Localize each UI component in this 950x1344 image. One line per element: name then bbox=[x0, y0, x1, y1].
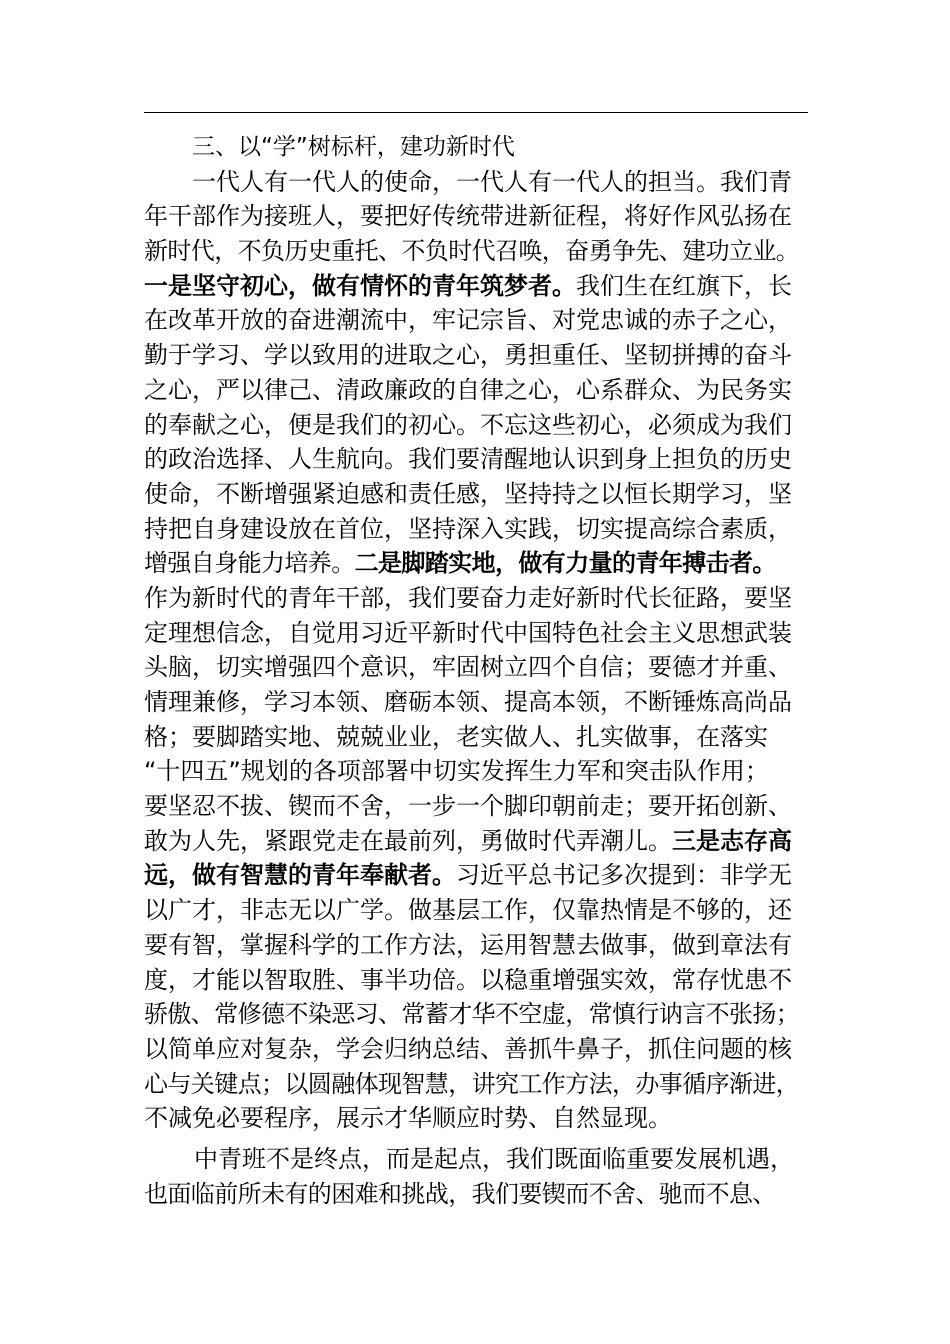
bold-point-3-end: 远，做有智慧的青年奉献者。 bbox=[144, 861, 456, 890]
text-span: 敢为人先，紧跟党走在最前列，勇做时代弄潮儿。 bbox=[144, 826, 672, 855]
text-line: 头脑，切实增强四个意识，牢固树立四个自信；要德才并重、 bbox=[144, 653, 792, 682]
text-line: 使命，不断增强紧迫感和责任感，坚持持之以恒长期学习，坚 bbox=[144, 479, 792, 508]
text-line: 一代人有一代人的使命，一代人有一代人的担当。我们青 bbox=[192, 167, 792, 196]
text-span: 增强自身能力培养。 bbox=[144, 549, 355, 578]
document-body bbox=[144, 130, 816, 1211]
paragraph-1 bbox=[144, 165, 816, 1136]
text-line: 年干部作为接班人，要把好传统带进新征程，将好作风弘扬在 bbox=[144, 202, 792, 231]
text-line: 格；要脚踏实地、兢兢业业，老实做人、扎实做事，在落实 bbox=[144, 722, 768, 751]
text-line: 也面临前所未有的困难和挑战，我们要锲而不舍、驰而不息、 bbox=[144, 1179, 776, 1208]
text-line: 要坚忍不拔、锲而不舍，一步一个脚印朝前走；要开拓创新、 bbox=[144, 792, 792, 821]
text-line: 度，才能以智取胜、事半功倍。以稳重增强实效，常存忧患不 bbox=[144, 965, 792, 994]
text-line bbox=[144, 546, 816, 581]
bold-point-3-start: 三是志存高 bbox=[672, 826, 792, 855]
header-rule bbox=[144, 112, 808, 113]
text-line: 持把自身建设放在首位，坚持深入实践，切实提高综合素质， bbox=[144, 514, 792, 543]
text-line: 不减免必要程序，展示才华顺应时势、自然显现。 bbox=[144, 1104, 672, 1133]
text-line: 在改革开放的奋进潮流中，牢记宗旨、对党忠诚的赤子之心， bbox=[144, 306, 792, 335]
text-span: 习近平总书记多次提到：非学无 bbox=[456, 861, 792, 890]
text-line: 之心，严以律己、清政廉政的自律之心，心系群众、为民务实 bbox=[144, 375, 792, 404]
text-line bbox=[144, 824, 816, 859]
text-line: 骄傲、常修德不染恶习、常蓄才华不空虚，常慎行讷言不张扬； bbox=[144, 1000, 800, 1029]
bold-point-1: 一是坚守初心，做有情怀的青年筑梦者。 bbox=[144, 271, 576, 300]
text-line: 定理想信念，自觉用习近平新时代中国特色社会主义思想武装 bbox=[144, 618, 792, 647]
text-line: 心与关键点；以圆融体现智慧，讲究工作方法，办事循序渐进， bbox=[144, 1069, 800, 1098]
paragraph-2 bbox=[144, 1142, 816, 1211]
text-line: 的政治选择、人生航向。我们要清醒地认识到身上担负的历史 bbox=[144, 445, 792, 474]
text-line: 的奉献之心，便是我们的初心。不忘这些初心，必须成为我们 bbox=[144, 410, 792, 439]
text-line: 中青班不是终点，而是起点，我们既面临重要发展机遇， bbox=[194, 1144, 794, 1173]
text-span: 我们生在红旗下，长 bbox=[576, 271, 792, 300]
text-line: 要有智，掌握科学的工作方法，运用智慧去做事，做到章法有 bbox=[144, 930, 792, 959]
text-line: 勤于学习、学以致用的进取之心，勇担重任、坚韧拼搏的奋斗 bbox=[144, 341, 792, 370]
bold-point-2: 二是脚踏实地，做有力量的青年搏击者。 bbox=[354, 549, 776, 578]
text-line bbox=[144, 269, 816, 304]
text-line bbox=[144, 858, 816, 893]
text-line: “十四五”规划的各项部署中切实发挥生力军和突击队作用； bbox=[144, 757, 769, 786]
text-line: 以广才，非志无以广学。做基层工作，仅靠热情是不够的，还 bbox=[144, 896, 792, 925]
section-heading: 三、以“学”树标杆，建功新时代 bbox=[192, 134, 515, 160]
text-line: 情理兼修，学习本领、磨砺本领、提高本领，不断锤炼高尚品 bbox=[144, 688, 792, 716]
text-line: 作为新时代的青年干部，我们要奋力走好新时代长征路，要坚 bbox=[144, 583, 792, 612]
text-line: 新时代，不负历史重托、不负时代召唤，奋勇争先、建功立业。 bbox=[144, 237, 800, 266]
text-line: 以简单应对复杂，学会归纳总结、善抓牛鼻子，抓住问题的核 bbox=[144, 1034, 792, 1063]
